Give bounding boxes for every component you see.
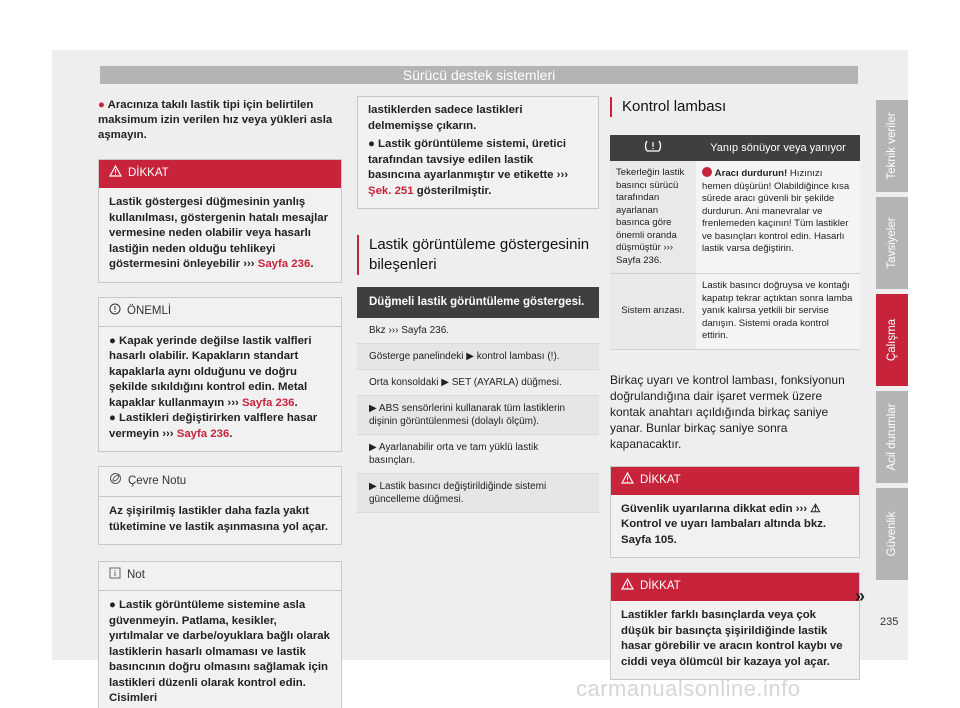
- components-rows: [357, 318, 599, 513]
- body-paragraph: Birkaç uyarı ve kontrol lambası, fonksiyonun doğrulandığına dair işaret vermek üzere kontak anahtarı açıldığında birkaç saniye yanar. Bunlar birkaç saniye sonra kapanacaktır.: [610, 372, 845, 451]
- table-row: [610, 274, 860, 350]
- warning-icon: [621, 578, 634, 595]
- cevre-header: Çevre Notu: [99, 467, 341, 497]
- continued-note-text: lastiklerden sadece lastikleri delmemişse çıkarın. ● Lastik görüntüleme sistemi, üretici tarafından tavsiye edilen lastik basıncına ayarlanmıştır ve etikette ››› Şek. 251 gösterilmiştir.: [368, 104, 569, 197]
- next-page-arrow-icon[interactable]: »: [855, 586, 866, 606]
- cevre-text: Az şişirilmiş lastikler daha fazla yakıt tüketimine ve lastik aşınmasına yol açar.: [109, 505, 329, 533]
- side-tab-tavsiyeler[interactable]: Tavsiyeler: [876, 197, 908, 289]
- table-row: [610, 161, 860, 274]
- dikkat-text: Lastikler farklı basınçlarda veya çok düşük bir basınçta şişirildiğinde lastik hasar görebilir ve aracın kontrol kaybı ve ciddi veya ölümcül bir kazaya yol açar.: [621, 609, 843, 668]
- watermark: carmanualsonline.info: [576, 676, 801, 701]
- page-link[interactable]: Sayfa 236: [176, 427, 230, 440]
- side-tab-guvenlik[interactable]: Güvenlik: [876, 488, 908, 580]
- warning-icon: [621, 472, 634, 489]
- table-row: ▶ Ayarlanabilir orta ve tam yüklü lastik basınçları.: [357, 435, 599, 474]
- stop-icon: [702, 167, 712, 177]
- column-middle: [357, 96, 599, 513]
- continued-note-box: [357, 96, 599, 209]
- side-tab-acil-durumlar[interactable]: Acil durumlar: [876, 391, 908, 483]
- page-header: Sürücü destek sistemleri: [100, 66, 858, 84]
- side-tab-teknik-veriler[interactable]: Teknik veriler: [876, 100, 908, 192]
- column-right: [610, 96, 860, 680]
- dikkat-header: DİKKAT: [611, 573, 859, 601]
- lamp-action: Lastik basıncı doğruysa ve kontağı kapatıp tekrar açtıktan sonra lamba yanık kalırsa yetkili bir servise danışın. Sistemi orada kontrol ettirin.: [696, 274, 860, 350]
- page-link[interactable]: Sayfa 236: [241, 396, 295, 409]
- column-left: [98, 96, 342, 708]
- lamp-cause: Sistem arızası.: [610, 274, 696, 350]
- table-row: Bkz ››› Sayfa 236.: [357, 318, 599, 344]
- dikkat-header: DİKKAT: [99, 160, 341, 188]
- dikkat-box: [98, 159, 342, 283]
- onemli-box: [98, 297, 342, 453]
- tire-pressure-icon: [644, 144, 662, 156]
- table-row: Orta konsoldaki ▶ SET (AYARLA) düğmesi.: [357, 370, 599, 396]
- lamp-table-header: Yanıp sönüyor veya yanıyor: [696, 135, 860, 161]
- page-number: 235: [880, 616, 899, 628]
- dikkat-text: Güvenlik uyarılarına dikkat edin ››› ⚠ Kontrol ve uyarı lambaları altında bkz. Sayfa 105.: [621, 502, 827, 546]
- side-tab-calisma[interactable]: Çalışma: [876, 294, 908, 386]
- dikkat-box-3: [610, 572, 860, 680]
- not-box: [98, 561, 342, 708]
- components-table-title: Düğmeli lastik görüntüleme göstergesi.: [357, 287, 599, 318]
- lamp-table-icon-header: [610, 135, 696, 161]
- section-title: Lastik görüntüleme göstergesinin bileşenleri: [357, 235, 599, 275]
- warning-icon: [109, 165, 122, 182]
- figure-link[interactable]: Şek. 251: [368, 184, 414, 197]
- table-row: ▶ Lastik basıncı değiştirildiğinde sistemi güncelleme düğmesi.: [357, 474, 599, 513]
- dikkat-text: Lastik göstergesi düğmesinin yanlış kullanılması, göstergenin hatalı mesajlar vermesine neden olabilir veya hasarlı lastiğin neden olduğu tehlikeyi göstermesini önleyebilir ››› Sayfa 236.: [109, 196, 329, 270]
- lamp-action: Aracı durdurun! Hızınızı hemen düşürün! Olabildiğince kısa sürede aracı güvenli bir şekilde durdurun. Ani manevralar ve frenlemeden kaçının! Tüm lastikler ve basınçları kontrol edin. Hasarlı lastik varsa değiştirin.: [696, 161, 860, 274]
- onemli-text: ● Kapak yerinde değilse lastik valfleri hasarlı olabilir. Kapakların standart kapaklarla aynı olduğunu ve doğru şekilde sıkıldığını kontrol edin. Metal kapaklar kullanmayın ››› Sayfa 236. ● Lastikleri değiştirirken valflere hasar vermeyin ››› Sayfa 236.: [109, 334, 318, 440]
- cevre-box: [98, 466, 342, 545]
- lamp-table: [610, 135, 860, 350]
- lamp-cause: Tekerleğin lastik basıncı sürücü tarafından ayarlanan basınca göre önemli oranda düşmüştür ››› Sayfa 236.: [610, 161, 696, 274]
- onemli-header: ÖNEMLİ: [99, 298, 341, 327]
- leaf-icon: [109, 472, 122, 490]
- page-link[interactable]: Sayfa 236: [257, 258, 311, 270]
- note-icon: [109, 567, 121, 584]
- dikkat-box-2: [610, 466, 860, 559]
- section-title-kontrol: Kontrol lambası: [610, 97, 860, 117]
- not-text: ● Lastik görüntüleme sistemine asla güvenmeyin. Patlama, kesikler, yırtılmalar ve darbe/oyuklara bağlı olarak lastiklerin hasarlı olmaması ve lastik basıncının doğru olmasını sağlamak için lastikleri düzenli olarak kontrol edin. Cisimleri: [109, 599, 330, 704]
- table-row: Gösterge panelindeki ▶ kontrol lambası (!).: [357, 344, 599, 370]
- components-table: [357, 287, 599, 513]
- dikkat-header: DİKKAT: [611, 467, 859, 495]
- info-circle-icon: [109, 303, 121, 320]
- table-row: ▶ ABS sensörlerini kullanarak tüm lastiklerin dişinin görüntülenmesi (dolaylı ölçüm).: [357, 396, 599, 435]
- intro-bullet: ● Aracınıza takılı lastik tipi için belirtilen maksimum izin verilen hız veya yükleri asla aşmayın.: [98, 99, 333, 141]
- not-header: Not: [99, 562, 341, 591]
